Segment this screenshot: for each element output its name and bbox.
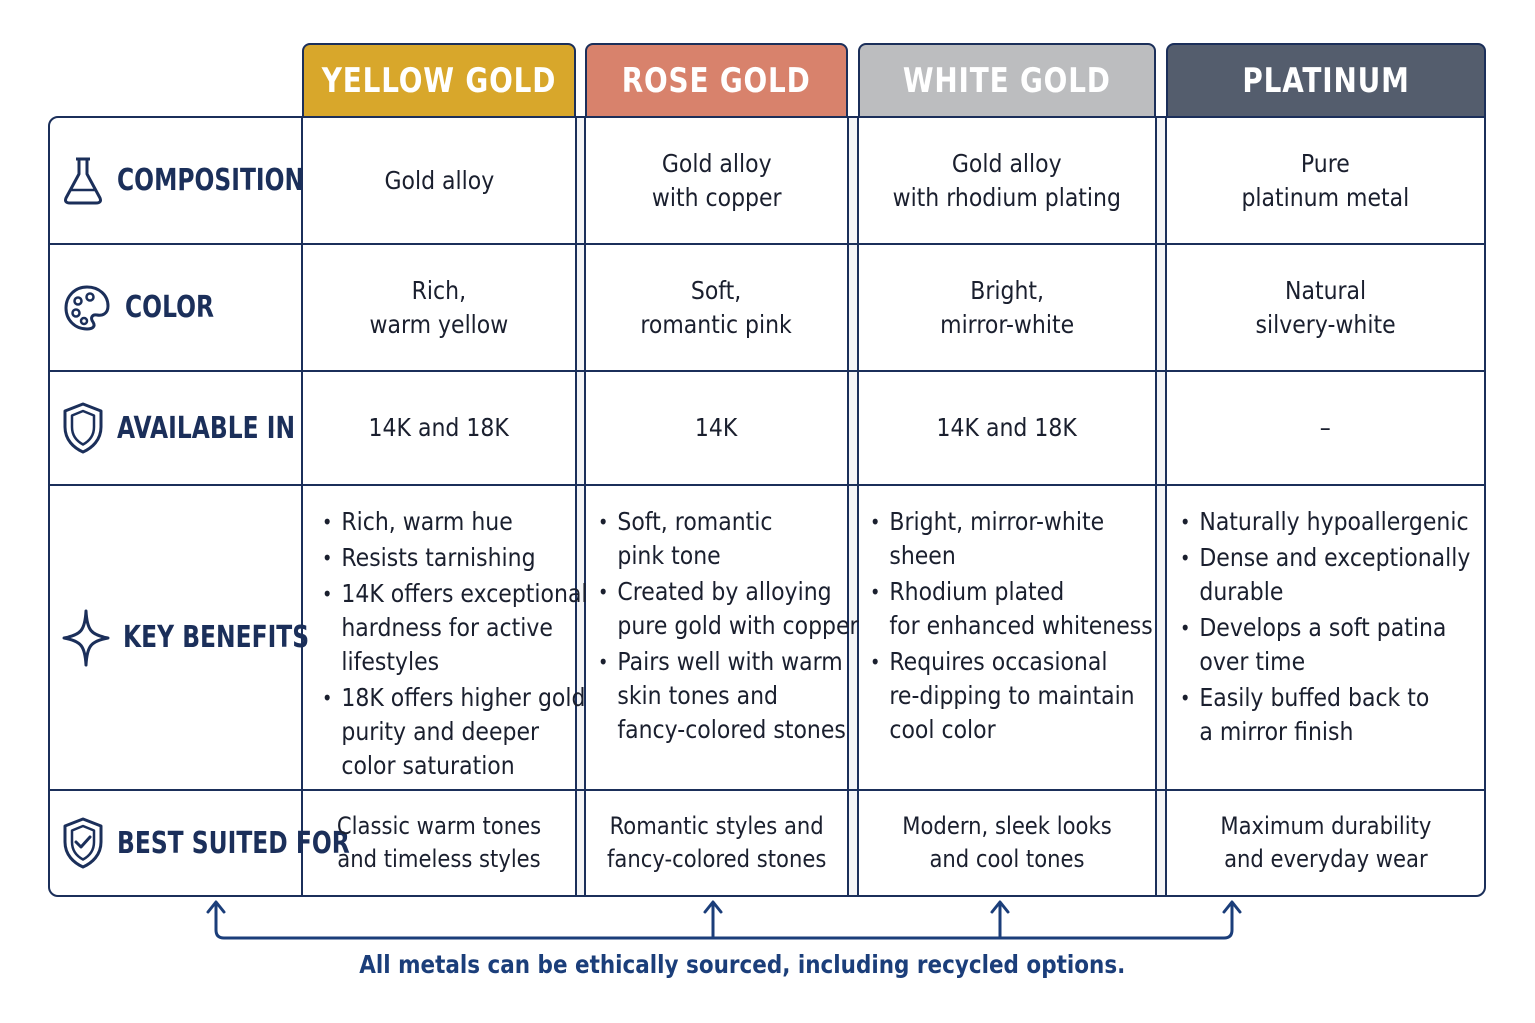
list-item: • Easily buffed back to a mirror finish: [1180, 681, 1495, 749]
column-header-label: YELLOW GOLD: [321, 61, 557, 101]
list-item: • Soft, romantic pink tone: [598, 505, 859, 573]
row-label-text: COLOR: [125, 290, 215, 325]
list-item: • Develops a soft patina over time: [1180, 611, 1495, 679]
cell-text: Bright, mirror-white: [939, 275, 1075, 339]
cell-text: Pure platinum metal: [1241, 148, 1410, 212]
cell-text: 14K: [695, 413, 738, 442]
cell-text: Romantic styles and fancy-colored stones: [606, 812, 827, 873]
cell-text: 14K and 18K: [936, 413, 1078, 442]
row-label-text: BEST SUITED FOR: [117, 825, 350, 861]
cell-text: 14K and 18K: [368, 413, 510, 442]
column-header-label: WHITE GOLD: [903, 61, 1111, 101]
list-item: • Naturally hypoallergenic: [1180, 505, 1495, 539]
list-item: • Created by alloying pure gold with copper: [598, 575, 859, 643]
list-item: • Rhodium plated for enhanced whiteness: [870, 575, 1165, 643]
cell-text: Gold alloy with copper: [651, 148, 782, 212]
cell-text: Gold alloy: [384, 165, 494, 195]
column-header-label: PLATINUM: [1242, 61, 1410, 101]
cell-text: Classic warm tones and timeless styles: [336, 812, 542, 873]
list-item: • 14K offers exceptional hardness for active lifestyles: [322, 577, 588, 679]
cell-text: Maximum durability and everyday wear: [1219, 812, 1431, 873]
row-label-text: AVAILABLE IN: [117, 410, 296, 446]
cell-text: –: [1320, 413, 1331, 442]
list-item: • Requires occasional re-dipping to maintain cool color: [870, 645, 1165, 747]
list-item: • Bright, mirror-white sheen: [870, 505, 1165, 573]
list-item: • 18K offers higher gold purity and deeper color saturation: [322, 681, 588, 783]
list-item: • Dense and exceptionally durable: [1180, 541, 1495, 609]
cell-text: Rich, warm yellow: [369, 275, 509, 339]
list-item: • Resists tarnishing: [322, 541, 588, 575]
row-label-text: KEY BENEFITS: [123, 620, 310, 655]
list-item: • Pairs well with warm skin tones and fancy-colored stones: [598, 645, 859, 747]
list-item: • Rich, warm hue: [322, 505, 588, 539]
footer-note: All metals can be ethically sourced, including recycled options.: [359, 950, 1126, 979]
row-label-text: COMPOSITION: [117, 163, 305, 198]
cell-text: Gold alloy with rhodium plating: [892, 148, 1122, 212]
cell-text: Natural silvery-white: [1255, 275, 1396, 339]
cell-text: Soft, romantic pink: [640, 275, 793, 339]
column-header-label: ROSE GOLD: [622, 61, 811, 101]
cell-text: Modern, sleek looks and cool tones: [902, 812, 1112, 873]
